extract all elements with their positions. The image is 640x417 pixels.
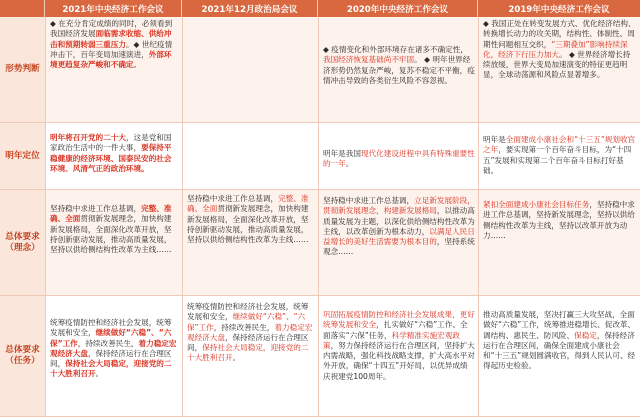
- cell-paragraph: [50, 133, 179, 174]
- cell-text: ◆ 在充分肯定成绩的同时，必须看到我国经济发展: [50, 19, 173, 39]
- cell-text: 贯彻新发展理念，加快构建新发展格局，全面深化改革开放，坚持创新驱动发展，推动高质量发展，坚持以供给侧结构性改革为主线……: [187, 204, 309, 245]
- highlighted-text: 保稳定: [574, 330, 597, 340]
- highlighted-text: 完整、准确、全面: [50, 204, 172, 224]
- cell-text: 。: [95, 369, 104, 379]
- cell-concept-2020-cewc: [318, 190, 478, 296]
- cell-concept-2021-cewc: [45, 190, 182, 296]
- highlighted-text: 巩固拓展疫情防控和经济社会发展成果，更好统筹发展和安全: [323, 310, 475, 330]
- highlighted-text: 完整、准确、全面: [187, 194, 309, 214]
- header-2021-cewc: 2021年中央经济工作会议: [45, 0, 182, 17]
- header-2019-cewc: 2019年中央经济工作会议: [478, 0, 640, 17]
- highlighted-text: 全面建成小康社会和“十三五”规划收官之年: [483, 135, 636, 155]
- cell-text: 。: [125, 39, 134, 49]
- highlighted-text: 面临需求收缩、供给冲击和预期转弱三重压力: [50, 29, 172, 49]
- cell-paragraph: [483, 135, 637, 176]
- cell-text: ，保持经济运行在合理区间，: [50, 348, 172, 369]
- cell-paragraph: [483, 200, 637, 241]
- cell-text: ，以推动高质量发展为主题，以深化供给侧结构性改革为主线，以改革创新为根本动力，: [323, 206, 475, 236]
- cell-positioning-2021-cewc: [45, 123, 182, 190]
- cell-text: ◆ 我国正处在转变发展方式、优化经济结构、转换增长动力的攻关期，结构性、体制性、周期性问题相互交织，: [483, 19, 636, 49]
- highlighted-text: 继续做好“六稳”、“六保”工作: [187, 312, 306, 332]
- cell-situation-2021-cewc: [45, 17, 182, 123]
- cell-situation-2019-cewc: [478, 17, 640, 123]
- cell-paragraph: [50, 318, 179, 380]
- cell-text: 明年是: [483, 135, 506, 144]
- cell-paragraph: [50, 19, 179, 70]
- cell-text: ◆ 疫情变化和外部环境存在诸多不确定性，: [323, 45, 468, 54]
- cell-text: 。 ◆ 世界经济增长持续放缓，世界大变局加速演变的特征更趋明显，全球动荡源和风险点显著增多。: [483, 49, 631, 80]
- highlighted-text: 科学精准实施宏观政策: [323, 330, 460, 350]
- highlighted-text: 紧扣全面建成小康社会目标任务: [483, 200, 590, 209]
- row-label-requirements-concept: 总体要求（理念）: [0, 190, 45, 296]
- cell-text: ，保持经济运行在合理区间，确保全面建成小康社会和“十三五”规划圆满收官，得到人民认可、经得起历史检验。: [483, 330, 636, 371]
- cell-paragraph: [483, 310, 637, 372]
- cell-text: 统筹疫情防控和经济社会发展，统筹发展和安全，: [50, 318, 172, 338]
- cell-paragraph: [483, 19, 637, 81]
- header-2020-cewc: 2020年中央经济工作会议: [318, 0, 478, 17]
- cell-situation-2021-politburo: [182, 17, 318, 123]
- highlighted-text: 着力稳定宏观经济大盘: [50, 338, 177, 358]
- cell-text: 明年是我国: [323, 149, 361, 158]
- highlighted-text: “三期叠加”影响持续深化，经济下行压力加大: [483, 39, 628, 59]
- cell-text: ，坚持稳中求进工作总基调，坚持新发展理念，坚持以供给侧结构性改革为主线，坚持以改革开放为动力……: [483, 200, 635, 240]
- cell-paragraph: [323, 45, 475, 86]
- highlighted-text: 外部环境更趋复杂严峻和不确定: [50, 49, 172, 70]
- cell-positioning-2020-cewc: [318, 123, 478, 190]
- cell-paragraph: [50, 204, 179, 255]
- cell-text: ，持续改善民生，: [77, 338, 139, 348]
- highlighted-text: 现代化建设进程中具有特殊重要性的一年: [323, 149, 475, 169]
- cell-tasks-2021-politburo: [182, 296, 318, 417]
- highlighted-text: 以满足人民日益增长的美好生活需要为根本目的: [323, 226, 475, 247]
- cell-text: ，扎实做好“六稳”工作、全面落实“六保”任务，: [323, 320, 468, 340]
- cell-positioning-2019-cewc: [478, 123, 640, 190]
- cell-concept-2019-cewc: [478, 190, 640, 296]
- cell-text: 坚持稳中求进工作总基调，: [187, 194, 279, 203]
- cell-paragraph: [323, 196, 475, 258]
- cell-text: ，持续改善民生，: [213, 322, 275, 332]
- row-label-requirements-tasks: 总体要求（任务）: [0, 296, 45, 417]
- cell-paragraph: [323, 149, 475, 170]
- cell-text: 。: [133, 60, 142, 70]
- header-corner: [0, 0, 45, 17]
- highlighted-text: 立足新发展阶段，贯彻新发展理念，构建新发展格局: [323, 196, 475, 216]
- highlighted-text: 保持社会大局稳定，迎接党的二十大胜利召开: [187, 343, 309, 363]
- cell-text: ，保持经济运行在合理区间，: [187, 332, 309, 353]
- cell-text: 推动高质量发展，坚决打赢三大攻坚战，全面做好“六稳”工作，统筹推进稳增长、促改革、调结构、惠民生、防风险、: [483, 310, 636, 340]
- row-label-positioning: 明年定位: [0, 123, 45, 190]
- highlighted-text: 明年将召开党的二十大: [50, 133, 126, 142]
- header-2021-politburo: 2021年12月政治局会议: [182, 0, 318, 17]
- cell-tasks-2020-cewc: [318, 296, 478, 417]
- cell-text: 。 ◆ 明年世界经济形势仍然复杂严峻，复苏不稳定不平衡，疫情冲击导致的各类衍生风险不容忽视。: [323, 55, 475, 85]
- cell-text: ，这是党和国家政治生活中的一件大事，: [50, 133, 172, 153]
- cell-text: 坚持稳中求进工作总基调，: [50, 204, 142, 213]
- highlighted-text: 我国经济恢复基础尚不牢固: [323, 55, 415, 65]
- cell-concept-2021-politburo: [182, 190, 318, 296]
- cell-positioning-2021-politburo: [182, 123, 318, 190]
- cell-text: 统筹疫情防控和经济社会发展，统筹发展和安全，: [187, 302, 309, 322]
- cell-text: ◆ 世纪疫情冲击下，百年变局加速演进，: [50, 39, 173, 59]
- cell-text: 。: [345, 159, 354, 169]
- cell-text: ，努力保持经济运行在合理区间，坚持扩大内需战略，强化科技战略支撑，扩大高水平对外开放，确保“十四五”开好局，以优异成绩庆祝建党100周年。: [323, 340, 475, 381]
- cell-tasks-2019-cewc: [478, 296, 640, 417]
- cell-situation-2020-cewc: [318, 17, 478, 123]
- highlighted-text: 要保持平稳健康的经济环境、国泰民安的社会环境、风清气正的政治环境。: [50, 143, 172, 173]
- cell-text: 贯彻新发展理念，加快构建新发展格局，全面深化改革开放，坚持创新驱动发展，推动高质量发展，坚持以供给侧结构性改革为主线……: [50, 214, 172, 255]
- highlighted-text: 保持社会大局稳定，迎接党的二十大胜利召开: [50, 359, 172, 379]
- cell-text: ，坚持系统观念……: [323, 237, 475, 257]
- cell-paragraph: [187, 194, 315, 245]
- highlighted-text: 着力稳定宏观经济大盘: [187, 322, 313, 342]
- cell-text: 。: [232, 353, 241, 363]
- cell-text: ，要实现第一个百年奋斗目标，为“十四五”发展和实现第二个百年奋斗目标打好基础。: [483, 145, 632, 175]
- cell-paragraph: [187, 302, 315, 364]
- row-label-situation: 形势判断: [0, 17, 45, 123]
- highlighted-text: 继续做好“六稳”、“六保”工作: [50, 328, 172, 348]
- cell-tasks-2021-cewc: [45, 296, 182, 417]
- cell-text: 坚持稳中求进工作总基调，: [323, 196, 415, 205]
- cell-paragraph: [323, 310, 475, 382]
